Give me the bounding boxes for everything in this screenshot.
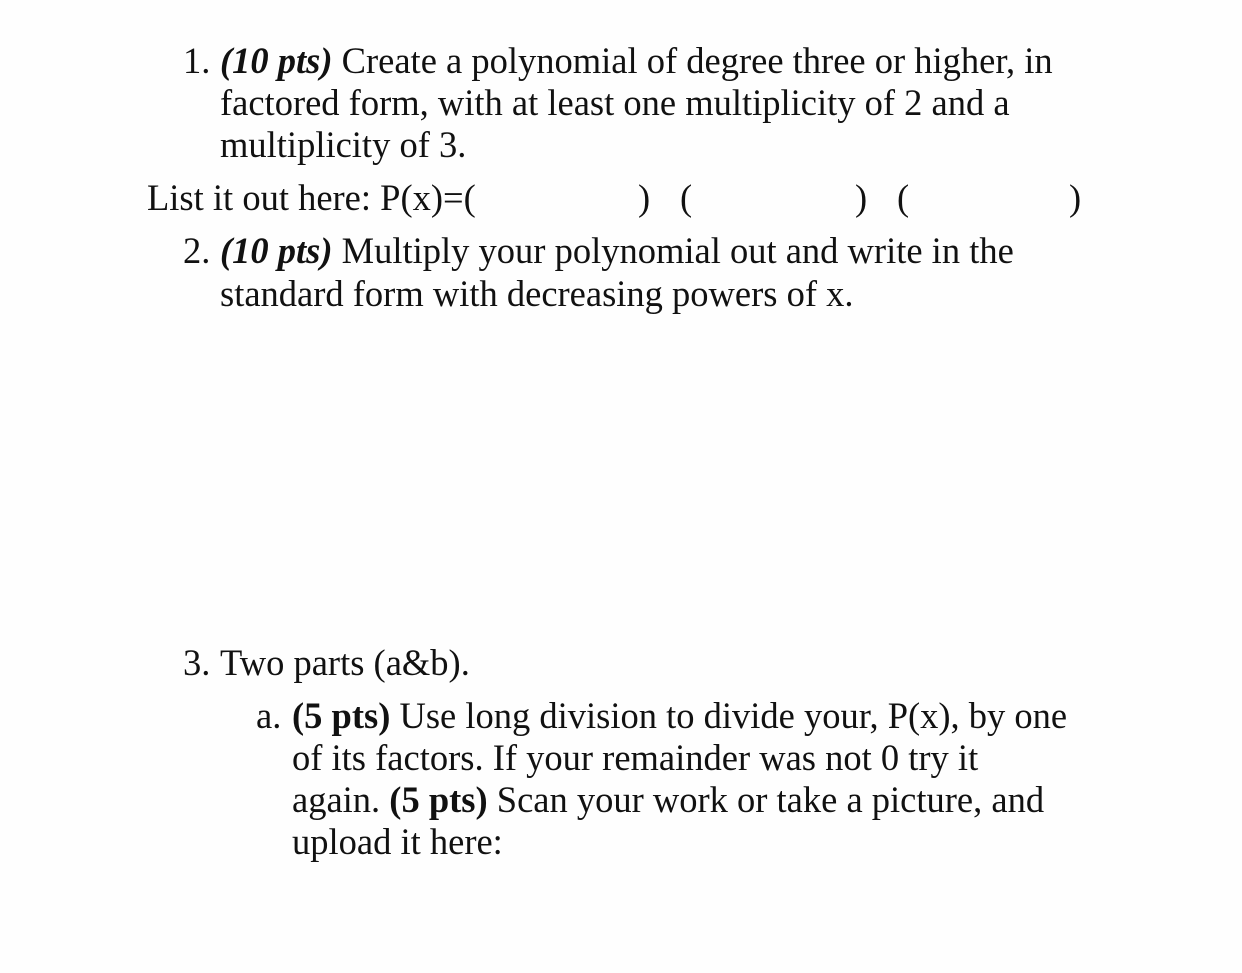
close-paren-2: ) xyxy=(855,177,868,218)
close-paren-1: ) xyxy=(638,177,651,218)
part-a-text-3a: again. xyxy=(292,779,390,820)
part-a-line-1 xyxy=(292,695,1068,736)
part-a-text-3b: Scan your work or take a picture, and xyxy=(487,779,1045,820)
question-2-number: 2. xyxy=(183,230,211,271)
part-a-line-3 xyxy=(292,779,1045,820)
part-a-points-1: (5 pts) xyxy=(292,695,391,736)
question-2-line-2: standard form with decreasing powers of x. xyxy=(220,273,854,314)
part-a-points-2: (5 pts) xyxy=(389,779,488,820)
question-2-text-1: Multiply your polynomial out and write in the xyxy=(332,230,1014,271)
question-3-title: Two parts (a&b). xyxy=(220,642,470,683)
question-2-line-1 xyxy=(220,230,1014,271)
question-1-line-2: factored form, with at least one multiplicity of 2 and a xyxy=(220,82,1010,123)
question-1-number: 1. xyxy=(183,40,211,81)
part-a-text-1: Use long division to divide your, P(x), by one xyxy=(390,695,1068,736)
question-1-text-1: Create a polynomial of degree three or higher, in xyxy=(332,40,1053,81)
part-a-line-4: upload it here: xyxy=(292,821,503,862)
part-a-line-2: of its factors. If your remainder was not 0 try it xyxy=(292,737,979,778)
open-paren-3: ( xyxy=(897,177,910,218)
open-paren-2: ( xyxy=(680,177,693,218)
question-1-line-1 xyxy=(220,40,1053,81)
answer-label: List it out here: P(x)=( xyxy=(147,177,476,218)
question-3-number: 3. xyxy=(183,642,211,683)
close-paren-3: ) xyxy=(1069,177,1082,218)
part-a-letter: a. xyxy=(256,695,282,736)
question-2-points: (10 pts) xyxy=(220,230,333,271)
question-1-line-3: multiplicity of 3. xyxy=(220,124,467,165)
question-1-points: (10 pts) xyxy=(220,40,333,81)
